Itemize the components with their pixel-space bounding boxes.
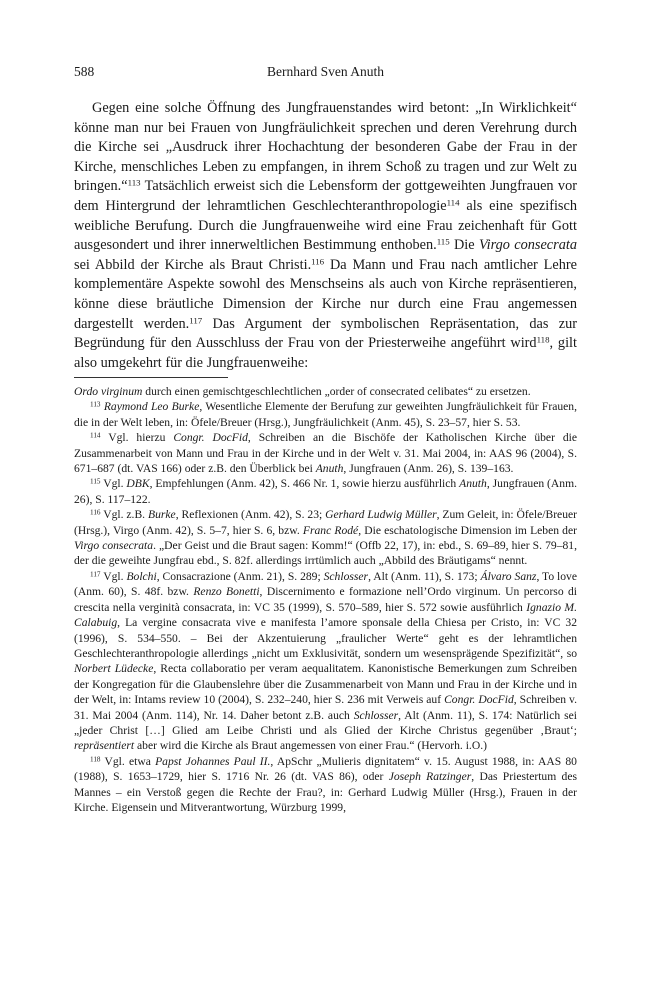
page-header xyxy=(74,64,577,84)
text-run: , ApSchr „Mulieris dignitatem“ v. 15. August 1988, in: AAS 80 (1988), S. 1653–1729, hier S. 1716 Nr. 26 (dt. VAS 86), oder xyxy=(74,754,577,784)
footnote-reference: 113 xyxy=(90,400,101,409)
footnote-reference: 115 xyxy=(90,477,101,486)
text-run: sei Abbild der Kirche als Braut Christi. xyxy=(74,256,312,273)
italic-text: Anuth xyxy=(459,477,487,491)
footnote xyxy=(74,507,577,569)
footnote-reference: 116 xyxy=(90,508,101,517)
text-run: , Alt (Anm. 11), S. 173; xyxy=(368,569,481,583)
body-paragraph xyxy=(74,99,577,373)
italic-text: Franc Rodé xyxy=(302,523,359,537)
text-run: Das Argument der symbolischen Repräsentation, das zur Begründung für den Ausschluss der Frau von der Priesterweihe angeführt wird xyxy=(74,315,578,352)
italic-text: DBK xyxy=(126,477,150,491)
italic-text: Joseph Ratzinger xyxy=(388,770,472,784)
text-run: , Alt (Anm. 11), S. 174: Natürlich sei „jeder Christ […] Glied am Leibe Christi und als Glied der Kirche Christus gegenüber ‚Braut‘; xyxy=(74,708,577,737)
text-run: , Zum Geleit, in: Öfele/Breuer (Hrsg.), Virgo (Anm. 42), S. 5–7, hier S. 6, bzw. xyxy=(74,508,578,537)
footnote-reference: 114 xyxy=(446,197,460,208)
italic-text: Anuth xyxy=(315,462,344,476)
footnote-reference: 115 xyxy=(436,236,450,247)
footnote-reference: 114 xyxy=(90,431,101,440)
text-run: , Schreiben an die Bischöfe der Katholischen Kirche über die Zusammenarbeit von Mann und Frau in der Kirche und in der Welt v. 31. Mai 2004, in: AAS 96 (2004), S. 671–687 (dt. VAS 166) oder z.B. den Überblick bei xyxy=(74,431,578,476)
footnote xyxy=(74,476,577,507)
italic-text: Raymond Leo Burke xyxy=(103,400,200,414)
text-run: Vgl. z.B. xyxy=(100,508,148,522)
text-run: Da Mann und Frau nach amtlicher Lehre komplementäre Aspekte sowohl des Menschseins als auch von Kirche repräsentieren, könne diese bräutliche Dimension der Kirche nur durch eine Frau angemessen dargestellt werden. xyxy=(74,256,577,332)
text-run: , Das Priestertum des Mannes – ein Verstoß gegen die Rechte der Frau?, in: Gerhard Ludwig Müller (Hrsg.), Frauen in der Kirche. Eigensein und Mitverantwortung, Würzburg 1999, xyxy=(74,770,577,814)
footnote-reference: 118 xyxy=(90,755,101,764)
text-run: , Wesentliche Elemente der Berufung zur geweihten Jungfräulichkeit für Frauen, die in der Welt leben, in: Öfele/Breuer (Hrsg.), Jungfräulichkeit (Anm. 45), S. 23–57, hier S. 53. xyxy=(74,400,577,429)
text-run: . „Der Geist und die Braut sagen: Komm!“ (Offb 22, 17), in: ebd., S. 69–89, hier S. 79–81, der die geweihte Jungfrau ebd., S. 82f. allerdings irrtümlich auch „Abbild des Bräutigams“ nennt. xyxy=(74,539,577,568)
text-run: Vgl. xyxy=(100,477,127,491)
text-run: , Empfehlungen (Anm. 42), S. 466 Nr. 1, sowie hierzu ausführlich xyxy=(149,477,460,491)
italic-text: Renzo Bonetti xyxy=(193,585,260,599)
text-run: Vgl. etwa xyxy=(100,754,156,768)
italic-text: Ordo virginum xyxy=(74,385,143,398)
italic-text: Álvaro Sanz xyxy=(480,569,537,583)
italic-text: Congr. DocFid xyxy=(173,431,248,445)
italic-text: Virgo consecrata xyxy=(74,539,154,553)
page-number: 588 xyxy=(74,64,95,79)
text-run: Tatsächlich erweist sich die Lebensform der gottgeweihten Jungfrauen vor dem Hintergrund der lehramtlichen Geschlechteranthropologie xyxy=(74,178,577,214)
text-run: , Reflexionen (Anm. 42), S. 23; xyxy=(175,508,326,522)
text-run: als eine spezifisch weibliche Berufung. Durch die Jungfrauenweihe wird eine Frau zeichenhaft für Gott ausgesondert und ihrer innerweltlichen Bestimmung enthoben. xyxy=(74,197,577,254)
footnote-reference: 117 xyxy=(189,315,203,326)
footnote-reference: 117 xyxy=(90,570,101,579)
italic-text: Schlosser xyxy=(353,708,399,722)
footnote xyxy=(74,399,577,430)
italic-text: Virgo consecrata xyxy=(478,237,577,254)
text-run: , La vergine consacrata vive e manifesta l’amore sponsale della Chiesa per Cristo, in: VC 32 (1996), S. 534–550. – Bei der Akzentuierung „fraulicher Werte“ geht es der lehramtlichen Geschlechteranthropologie allerdings „nicht um Exklusivität, sondern um wesensprägende Spezifizität“, so xyxy=(74,616,577,660)
text-run: , Schreiben v. 31. Mai 2004 (Anm. 114), Nr. 14. Daher betont z.B. auch xyxy=(74,693,577,722)
footnote xyxy=(74,754,577,816)
text-run: Vgl. xyxy=(100,569,127,583)
footnote-reference: 118 xyxy=(536,334,550,345)
italic-text: Norbert Lüdecke xyxy=(74,662,154,676)
text-run: Gegen eine solche Öffnung des Jungfrauenstandes wird betont: „In Wirklichkeit“ könne man nur bei Frauen von Jungfräulichkeit sprechen und deren Verehrung durch die Kirche sei „Ausdruck ihrer Hochachtung der besonderen Gabe der Frau in der Kirche, menschliches Leben zu empfangen, in ihrem Schoß zu tragen und zur Welt zu bringen.“ xyxy=(74,100,577,195)
footnote-separator xyxy=(74,377,228,378)
text-run: , Jungfrauen (Anm. 26), S. 117–122. xyxy=(74,477,577,506)
text-run: , To love (Anm. 60), S. 48f. bzw. xyxy=(74,569,577,599)
text-run: Vgl. hierzu xyxy=(100,431,174,445)
italic-text: Papst Johannes Paul II. xyxy=(155,754,271,768)
text-run: , Die eschatologische Dimension im Leben der xyxy=(358,523,577,537)
text-run: , Discernimento e formazione nell’Ordo virginum. Un percorso di crescita nella verginità consacrata, in: VC 35 (1999), S. 570–589, hier S. 572 sowie ausführlich xyxy=(74,585,578,614)
italic-text: Ignazio M. Calabuig xyxy=(74,600,577,630)
text-run: , gilt also umgekehrt für die Jungfrauenweihe: xyxy=(74,335,577,371)
italic-text: Congr. DocFid xyxy=(444,693,514,707)
italic-text: repräsentiert xyxy=(74,739,135,753)
footnotes xyxy=(74,384,577,815)
italic-text: Schlosser xyxy=(323,569,369,583)
text-run: durch einen gemischtgeschlechtlichen „order of consecrated celibates“ zu ersetzen. xyxy=(142,385,531,398)
text-run: aber wird die Kirche als Braut angemessen von einer Frau.“ (Hervorh. i.O.) xyxy=(134,739,487,753)
main-text xyxy=(74,99,577,373)
text-run: Die xyxy=(449,237,479,254)
footnote-reference: 116 xyxy=(311,256,325,267)
text-run: , Recta collaboratio per veram aequalitatem. Kanonistische Bemerkungen zum Schreiben der Kongregation für die Glaubenslehre über die Zusammenarbeit von Mann und Frau in der Kirche und in der Welt, in: Intams review 10 (2004), S. 232–240, hier S. 236 mit Verweis auf xyxy=(74,662,577,707)
text-run: , Jungfrauen (Anm. 26), S. 139–163. xyxy=(343,462,514,476)
text-run: , Consacrazione (Anm. 21), S. 289; xyxy=(156,569,324,583)
italic-text: Burke xyxy=(148,508,176,522)
running-head: Bernhard Sven Anuth xyxy=(267,64,384,79)
footnote xyxy=(74,430,577,476)
footnote-continuation xyxy=(74,384,577,399)
footnote-reference: 113 xyxy=(127,177,141,188)
footnote xyxy=(74,569,577,754)
italic-text: Bolchi xyxy=(126,569,157,583)
italic-text: Gerhard Ludwig Müller xyxy=(325,508,437,522)
